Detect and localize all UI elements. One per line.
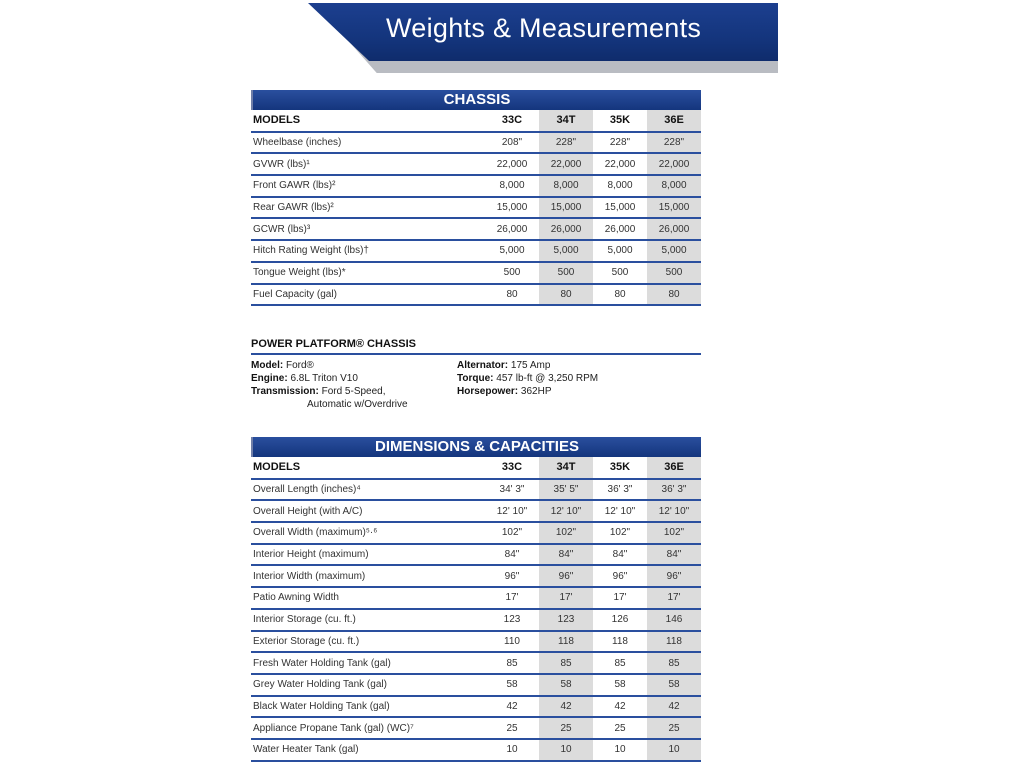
column-header-model: 36E [647, 110, 701, 132]
column-header-model: 36E [647, 457, 701, 479]
table-cell: 96" [539, 565, 593, 587]
row-label: Interior Height (maximum) [251, 544, 485, 566]
table-cell: 208" [485, 132, 539, 154]
row-label: Interior Storage (cu. ft.) [251, 609, 485, 631]
column-header-models: MODELS [251, 110, 485, 132]
row-label: Overall Length (inches)⁴ [251, 479, 485, 501]
spec-transmission: Transmission: Ford 5-Speed, [251, 386, 386, 397]
table-row [251, 218, 701, 240]
table-cell: 22,000 [485, 153, 539, 175]
table-cell: 15,000 [485, 197, 539, 219]
table-row [251, 500, 701, 522]
table-cell: 15,000 [647, 197, 701, 219]
table-cell: 102" [647, 522, 701, 544]
title-banner [308, 3, 778, 63]
table-cell: 25 [485, 717, 539, 739]
table-cell: 84" [539, 544, 593, 566]
row-label: Rear GAWR (lbs)² [251, 197, 485, 219]
table-cell: 102" [539, 522, 593, 544]
table-cell: 26,000 [593, 218, 647, 240]
row-label: Fresh Water Holding Tank (gal) [251, 652, 485, 674]
table-cell: 500 [539, 262, 593, 284]
row-label: Water Heater Tank (gal) [251, 739, 485, 761]
table-cell: 84" [647, 544, 701, 566]
table-cell: 102" [593, 522, 647, 544]
chassis-heading: CHASSIS [443, 91, 511, 108]
table-row [251, 652, 701, 674]
row-label: Hitch Rating Weight (lbs)† [251, 240, 485, 262]
table-cell: 22,000 [647, 153, 701, 175]
table-cell: 500 [647, 262, 701, 284]
table-cell: 42 [593, 696, 647, 718]
table-cell: 80 [539, 284, 593, 306]
column-header-models: MODELS [251, 457, 485, 479]
table-row [251, 132, 701, 154]
row-label: Tongue Weight (lbs)* [251, 262, 485, 284]
table-cell: 12' 10" [593, 500, 647, 522]
table-cell: 84" [593, 544, 647, 566]
dimensions-section [251, 437, 701, 762]
table-cell: 80 [647, 284, 701, 306]
table-cell: 26,000 [485, 218, 539, 240]
table-row [251, 175, 701, 197]
spec-engine: Engine: 6.8L Triton V10 [251, 373, 358, 384]
table-cell: 58 [647, 674, 701, 696]
table-cell: 10 [593, 739, 647, 761]
table-cell: 126 [593, 609, 647, 631]
table-cell: 5,000 [647, 240, 701, 262]
table-row [251, 262, 701, 284]
column-header-model: 33C [485, 457, 539, 479]
chassis-heading-bar [251, 90, 701, 110]
column-header-model: 35K [593, 457, 647, 479]
table-cell: 22,000 [539, 153, 593, 175]
row-label: Fuel Capacity (gal) [251, 284, 485, 306]
table-cell: 85 [485, 652, 539, 674]
row-label: Exterior Storage (cu. ft.) [251, 631, 485, 653]
row-label: Interior Width (maximum) [251, 565, 485, 587]
row-label: Appliance Propane Tank (gal) (WC)⁷ [251, 717, 485, 739]
table-cell: 123 [485, 609, 539, 631]
table-row [251, 544, 701, 566]
table-cell: 123 [539, 609, 593, 631]
table-row [251, 739, 701, 761]
spec-model: Model: Ford® [251, 360, 314, 371]
power-platform-heading: POWER PLATFORM® CHASSIS [251, 338, 701, 355]
table-cell: 25 [647, 717, 701, 739]
table-cell: 42 [539, 696, 593, 718]
chassis-section [251, 90, 701, 306]
dimensions-heading-bar [251, 437, 701, 457]
table-cell: 80 [485, 284, 539, 306]
table-row [251, 696, 701, 718]
table-cell: 10 [485, 739, 539, 761]
column-header-model: 35K [593, 110, 647, 132]
table-cell: 8,000 [593, 175, 647, 197]
table-row [251, 153, 701, 175]
table-cell: 84" [485, 544, 539, 566]
table-cell: 102" [485, 522, 539, 544]
row-label: GCWR (lbs)³ [251, 218, 485, 240]
table-cell: 42 [647, 696, 701, 718]
table-cell: 228" [593, 132, 647, 154]
table-cell: 110 [485, 631, 539, 653]
page-title: Weights & Measurements [386, 13, 702, 43]
table-cell: 35' 5" [539, 479, 593, 501]
platform-specs-right [457, 359, 663, 411]
power-platform-section [251, 338, 701, 411]
dimensions-heading: DIMENSIONS & CAPACITIES [375, 438, 579, 455]
table-cell: 85 [647, 652, 701, 674]
table-row [251, 565, 701, 587]
table-row [251, 284, 701, 306]
table-cell: 96" [647, 565, 701, 587]
table-cell: 17' [593, 587, 647, 609]
table-cell: 12' 10" [647, 500, 701, 522]
table-cell: 26,000 [539, 218, 593, 240]
row-label: Patio Awning Width [251, 587, 485, 609]
table-cell: 8,000 [485, 175, 539, 197]
table-cell: 12' 10" [539, 500, 593, 522]
row-label: Overall Width (maximum)⁵·⁶ [251, 522, 485, 544]
table-row [251, 674, 701, 696]
table-cell: 8,000 [647, 175, 701, 197]
table-row [251, 631, 701, 653]
table-row [251, 522, 701, 544]
spec-torque: Torque: 457 lb-ft @ 3,250 RPM [457, 373, 599, 384]
platform-specs-left [251, 359, 457, 411]
table-cell: 5,000 [485, 240, 539, 262]
row-label: Overall Height (with A/C) [251, 500, 485, 522]
column-header-model: 33C [485, 110, 539, 132]
table-cell: 85 [593, 652, 647, 674]
chassis-table [251, 110, 701, 306]
table-cell: 12' 10" [485, 500, 539, 522]
table-cell: 22,000 [593, 153, 647, 175]
table-cell: 17' [647, 587, 701, 609]
table-cell: 96" [485, 565, 539, 587]
table-row [251, 717, 701, 739]
table-row [251, 240, 701, 262]
table-cell: 34' 3" [485, 479, 539, 501]
table-cell: 26,000 [647, 218, 701, 240]
table-cell: 15,000 [539, 197, 593, 219]
spec-horsepower: Horsepower: 362HP [457, 386, 552, 397]
table-cell: 5,000 [539, 240, 593, 262]
table-cell: 96" [593, 565, 647, 587]
table-cell: 36' 3" [647, 479, 701, 501]
row-label: Front GAWR (lbs)² [251, 175, 485, 197]
table-cell: 36' 3" [593, 479, 647, 501]
table-cell: 500 [593, 262, 647, 284]
table-row [251, 197, 701, 219]
table-cell: 80 [593, 284, 647, 306]
table-cell: 42 [485, 696, 539, 718]
table-cell: 228" [539, 132, 593, 154]
table-cell: 25 [593, 717, 647, 739]
table-header-row [251, 457, 701, 479]
table-cell: 118 [539, 631, 593, 653]
table-cell: 10 [647, 739, 701, 761]
table-cell: 8,000 [539, 175, 593, 197]
dimensions-table [251, 457, 701, 762]
table-cell: 118 [647, 631, 701, 653]
table-cell: 58 [539, 674, 593, 696]
table-cell: 10 [539, 739, 593, 761]
table-cell: 85 [539, 652, 593, 674]
spec-alternator: Alternator: 175 Amp [457, 360, 551, 371]
row-label: Wheelbase (inches) [251, 132, 485, 154]
table-cell: 500 [485, 262, 539, 284]
table-cell: 5,000 [593, 240, 647, 262]
table-row [251, 479, 701, 501]
table-cell: 17' [485, 587, 539, 609]
table-cell: 25 [539, 717, 593, 739]
table-cell: 228" [647, 132, 701, 154]
row-label: Black Water Holding Tank (gal) [251, 696, 485, 718]
table-cell: 15,000 [593, 197, 647, 219]
table-cell: 146 [647, 609, 701, 631]
row-label: Grey Water Holding Tank (gal) [251, 674, 485, 696]
column-header-model: 34T [539, 457, 593, 479]
table-cell: 58 [593, 674, 647, 696]
table-row [251, 587, 701, 609]
row-label: GVWR (lbs)¹ [251, 153, 485, 175]
column-header-model: 34T [539, 110, 593, 132]
table-header-row [251, 110, 701, 132]
table-cell: 17' [539, 587, 593, 609]
spec-transmission-continued: Automatic w/Overdrive [307, 399, 408, 410]
table-cell: 118 [593, 631, 647, 653]
table-row [251, 609, 701, 631]
table-cell: 58 [485, 674, 539, 696]
